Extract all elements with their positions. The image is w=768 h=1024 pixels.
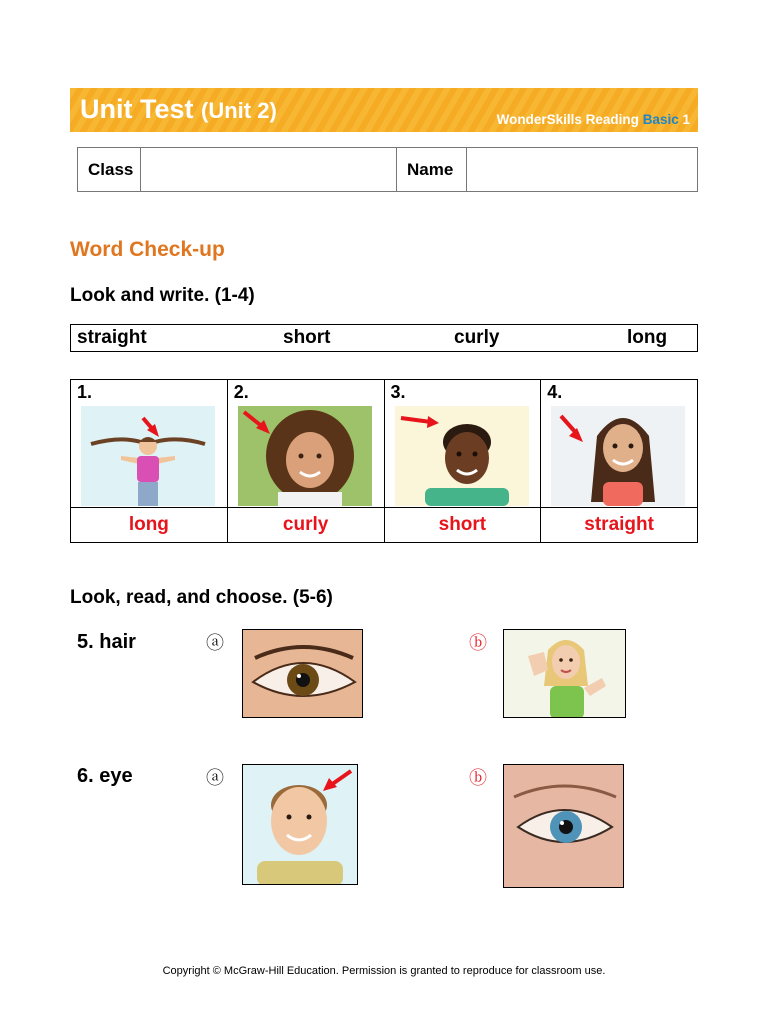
girl-long-braids-photo	[81, 406, 215, 506]
option-a-marker[interactable]: ⓐ	[206, 768, 224, 788]
girl-curly-hair-photo	[238, 406, 372, 506]
instruction-part2: Look, read, and choose. (5-6)	[70, 587, 333, 608]
word-bank-word: long	[627, 327, 668, 348]
title-text: Unit Test	[80, 94, 194, 124]
page-title	[80, 94, 277, 125]
picture-cell-3	[384, 380, 541, 508]
name-field[interactable]	[467, 148, 698, 192]
student-info-table	[77, 147, 698, 192]
option-b-marker[interactable]: ⓑ	[469, 633, 487, 653]
picture-cell-1	[71, 380, 228, 508]
name-label: Name	[397, 148, 467, 192]
item-number: 2.	[233, 382, 249, 402]
boy-short-hair-photo	[395, 406, 529, 506]
item-number: 1.	[77, 382, 93, 402]
picture-cell-4	[541, 380, 698, 508]
item-number: 4.	[547, 382, 563, 402]
word-bank-word: straight	[77, 327, 147, 348]
answer-cell: straight	[541, 508, 698, 543]
title-banner	[70, 88, 698, 132]
picture-table	[70, 379, 698, 543]
word-bank-word: short	[283, 327, 331, 348]
picture-cell-2	[227, 380, 384, 508]
copyright-footer: Copyright © McGraw-Hill Education. Permission is granted to reproduce for classroom use.	[162, 965, 606, 977]
section-title: Word Check-up	[70, 238, 225, 261]
word-bank	[70, 324, 698, 352]
answer-cell: long	[71, 508, 228, 543]
instruction-part1: Look and write. (1-4)	[70, 285, 255, 306]
blue-eye-photo[interactable]	[503, 764, 624, 888]
option-b-marker[interactable]: ⓑ	[469, 768, 487, 788]
class-field[interactable]	[141, 148, 397, 192]
series-label	[497, 112, 690, 127]
girl-holding-hair-photo[interactable]	[503, 629, 626, 718]
series-name: WonderSkills Reading	[496, 112, 639, 127]
answer-cell: short	[384, 508, 541, 543]
title-unit: (Unit 2)	[201, 98, 277, 123]
class-label: Class	[78, 148, 141, 192]
item-number: 3.	[390, 382, 406, 402]
answer-cell: curly	[227, 508, 384, 543]
brown-eye-photo[interactable]	[242, 629, 363, 718]
boy-short-hair-arrow-photo[interactable]	[242, 764, 358, 885]
series-number: 1	[682, 112, 690, 127]
option-a-marker[interactable]: ⓐ	[206, 633, 224, 653]
word-bank-word: curly	[454, 327, 500, 348]
question-6-label: 6. eye	[77, 765, 133, 787]
series-level: Basic	[642, 112, 679, 127]
question-5-label: 5. hair	[77, 631, 136, 653]
girl-straight-hair-photo	[551, 406, 685, 506]
